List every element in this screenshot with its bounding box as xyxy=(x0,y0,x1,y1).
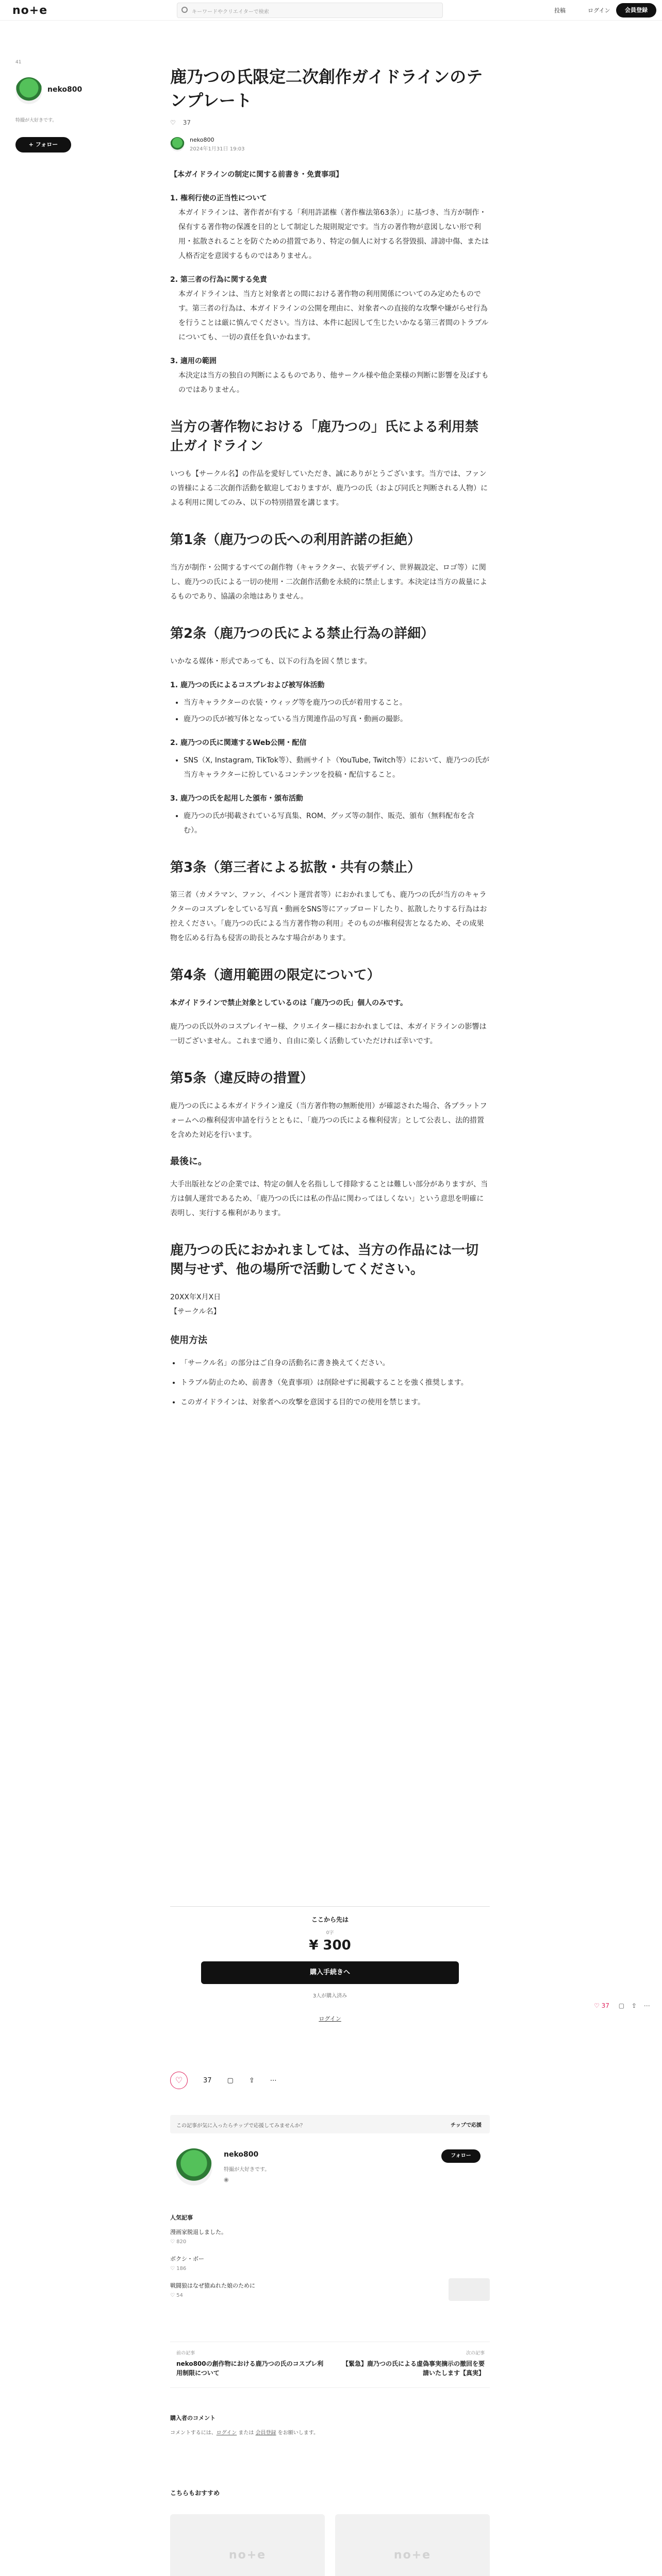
date-line: 20XX年X月X日 xyxy=(170,1293,221,1301)
list-item xyxy=(170,191,490,263)
item-title: 1. 鹿乃つの氏によるコスプレおよび被写体活動 xyxy=(170,681,325,689)
list-item xyxy=(170,791,490,838)
tip-bar xyxy=(170,2115,490,2133)
creator-follow-button[interactable]: フォロー xyxy=(441,2149,481,2163)
heart-icon: ♡ xyxy=(170,2266,177,2272)
paragraph: 第三者（カメラマン、ファン、イベント運営者等）におかれましても、鹿乃つの氏が当方のキャラクターのコスプレをしている写真・動画をSNS等にアップロードしたり、拡散したりする行為はお控えください。「鹿乃つの氏による当方著作物の利用」そのものが権利侵害となるため、その成果物を広める行為も侵害の助長とみなす場合があります。 xyxy=(170,891,487,943)
sub-list-item: • 当方キャラクターの衣装・ウィッグ等を鹿乃つの氏が着用すること。 xyxy=(184,696,490,710)
list-item xyxy=(170,678,490,726)
article-body xyxy=(170,167,490,1410)
rec-thumbnail: no+e xyxy=(170,2514,325,2576)
list-item xyxy=(170,736,490,782)
paragraph: 鹿乃つの氏による本ガイドライン違反（当方著作物の無断使用）が確認された場合、各プラットフォームへの権利侵害申請を行うとともに、「鹿乃つの氏による権利侵害」として公表し、法的措置を含めた対応を行います。 xyxy=(170,1101,487,1139)
search-input[interactable] xyxy=(177,3,443,18)
comments-login-link[interactable]: ログイン xyxy=(216,2430,237,2436)
section-heading: 第5条（違反時の措置） xyxy=(170,1070,314,1086)
intro-heading: 【本ガイドラインの制定に関する前書き・免責事項】 xyxy=(170,170,343,179)
buyer-count: 3人が購入済み xyxy=(312,1993,347,1999)
article xyxy=(170,65,490,1415)
more-icon[interactable]: ⋯ xyxy=(270,2076,277,2084)
paragraph: いかなる媒体・形式であっても、以下の行為を固く禁じます。 xyxy=(170,657,372,666)
comments-prefix: コメントするには、 xyxy=(170,2430,217,2436)
heart-icon: ♡ xyxy=(594,2002,600,2009)
heart-icon[interactable]: ♡ xyxy=(170,118,176,126)
usage-item: • このガイドラインは、対象者への攻撃を意図する目的での使用を禁じます。 xyxy=(180,1395,490,1410)
usage-item: • 「サークル名」の部分はご自身の活動名に書き換えてください。 xyxy=(180,1356,490,1370)
post-date: 2024年1月31日 19:03 xyxy=(190,146,245,152)
section-heading: 鹿乃つの氏におかれましては、当方の作品には一切関与せず、他の場所で活動してください。 xyxy=(170,1242,479,1278)
search-placeholder: キーワードやクリエイターで検索 xyxy=(192,9,269,15)
item-title: 2. 鹿乃つの氏に関連するWeb公開・配信 xyxy=(170,738,307,747)
item-title: 2. 第三者の行為に関する免責 xyxy=(170,275,267,284)
section-heading: 当方の著作物における「鹿乃つの」氏による利用禁止ガイドライン xyxy=(170,419,479,454)
next-article-link[interactable] xyxy=(340,2349,485,2378)
paragraph: 本ガイドラインで禁止対象としているのは「鹿乃つの氏」個人のみです。 xyxy=(170,998,408,1007)
author-avatar[interactable] xyxy=(170,137,185,151)
item-title: 3. 鹿乃つの氏を起用した頒布・頒布活動 xyxy=(170,794,303,803)
popular-heading: 人気記事 xyxy=(170,2214,193,2221)
action-bar xyxy=(170,2069,490,2092)
post-button[interactable]: 投稿 xyxy=(554,7,566,14)
item-title: 1. 権利行使の正当性について xyxy=(170,194,267,202)
popular-title: 漫画家脱退しました。 xyxy=(170,2229,227,2235)
comments-or: または xyxy=(237,2430,256,2436)
login-button[interactable]: ログイン xyxy=(588,7,610,14)
side-author-name[interactable]: neko800 xyxy=(47,86,82,94)
section-heading: 第1条（鹿乃つの氏への利用許諾の拒絶） xyxy=(170,532,421,548)
creator-name[interactable]: neko800 xyxy=(224,2150,259,2159)
top-header xyxy=(0,0,662,21)
list-item[interactable] xyxy=(170,2228,490,2247)
side-number: 41 xyxy=(15,60,22,65)
sub-list-item: • 鹿乃つの氏が被写体となっている当方関連作品の写真・動画の撮影。 xyxy=(184,712,490,726)
list-item[interactable] xyxy=(170,2281,490,2301)
heart-icon: ♡ xyxy=(170,2239,177,2245)
creator-bio: 特撮が大好きです。 xyxy=(224,2167,270,2173)
avatar[interactable] xyxy=(15,77,42,104)
item-text: 本決定は当方の独自の判断によるものであり、他サークル様や他企業様の判断に影響を及ぼすものではありません。 xyxy=(178,371,489,394)
more-icon[interactable]: ⋯ xyxy=(643,2002,650,2009)
like-count: 37 xyxy=(203,2076,212,2084)
sub-list-item: • 鹿乃つの氏が掲載されている写真集、ROM、グッズ等の制作、販売、頒布（無料配布を含む）。 xyxy=(184,809,490,838)
next-title: 【緊急】鹿乃つの氏による虚偽事実摘示の撤回を要請いたします【真実】 xyxy=(342,2360,485,2377)
heart-icon: ♡ xyxy=(170,2293,177,2298)
next-label: 次の記事 xyxy=(466,2351,485,2356)
popular-title: ボクシ・ボー xyxy=(170,2256,204,2262)
popular-likes: 54 xyxy=(176,2293,183,2298)
usage-item: • トラブル防止のため、前書き（免責事項）は削除せずに掲載することを強く推奨します。 xyxy=(180,1376,490,1390)
tip-button[interactable]: チップで応援 xyxy=(451,2123,482,2128)
float-like-button[interactable] xyxy=(594,2002,650,2009)
prev-title: neko800の創作物における鹿乃つの氏のコスプレ利用制限について xyxy=(176,2360,324,2377)
popular-thumbnail xyxy=(449,2278,490,2301)
popular-likes: 186 xyxy=(176,2266,187,2272)
paragraph: いつも【サークル名】の作品を愛好していただき、誠にありがとうございます。当方では、ファンの皆様による二次創作活動を歓迎しておりますが、鹿乃つの氏（および同氏と判断される人物）による利用に関してのみ、以下の特別措置を講じます。 xyxy=(170,470,488,507)
popular-title: 戦闘狼はなぜ猿ぬれた娘のために xyxy=(170,2282,255,2289)
price: ¥ 300 xyxy=(309,1938,351,1953)
article-nav xyxy=(170,2342,490,2388)
rec-card[interactable] xyxy=(335,2514,490,2576)
prev-article-link[interactable] xyxy=(176,2349,326,2378)
popular-likes: 820 xyxy=(176,2239,187,2245)
section-heading: 第4条（適用範囲の限定について） xyxy=(170,968,380,984)
recs-heading: こちらもおすすめ xyxy=(170,2489,220,2497)
side-follow-button[interactable]: + フォロー xyxy=(15,137,71,152)
creator-avatar[interactable] xyxy=(175,2148,212,2185)
usage-heading: 使用方法 xyxy=(170,1334,207,1346)
list-item xyxy=(170,273,490,345)
paywall-hint: 0字 xyxy=(326,1930,334,1936)
author-row xyxy=(170,137,490,152)
paragraph: 当方が制作・公開するすべての創作物（キャラクター、衣装デザイン、世界観設定、ロゴ等）に関し、鹿乃つの氏による一切の使用・二次創作活動を永続的に禁止します。本決定は当方の裁量によるものであり、協議の余地はありません。 xyxy=(170,563,487,601)
list-item xyxy=(170,354,490,397)
paragraph: 大手出版社などの企業では、特定の個人を名指しして排除することは難しい部分がありますが、当方は個人運営であるため、「鹿乃つの氏には私の作品に関わってほしくない」という意思を明確に表明し、実行する権利があります。 xyxy=(170,1180,488,1217)
sub-heading: 最後に。 xyxy=(170,1156,207,1167)
sub-list-item: • SNS（X, Instagram, TikTok等）、動画サイト（YouTube, Twitch等）において、鹿乃つの氏が当方キャラクターに扮しているコンテンツを投稿・配信すること。 xyxy=(184,753,490,782)
note-logo[interactable]: no+e xyxy=(12,4,48,17)
list-item[interactable] xyxy=(170,2255,490,2274)
comments-suffix: をお願いします。 xyxy=(276,2430,319,2436)
circle-line: 【サークル名】 xyxy=(170,1307,221,1316)
comment-icon[interactable]: ▢ xyxy=(227,2076,234,2084)
comments-signup-link[interactable]: 会員登録 xyxy=(255,2430,276,2436)
meta-row xyxy=(170,119,490,126)
purchase-button[interactable]: 購入手続きへ xyxy=(201,1961,459,1984)
rec-thumbnail: no+e xyxy=(335,2514,490,2576)
item-title: 3. 適用の範囲 xyxy=(170,357,217,365)
share-icon[interactable]: ⇪ xyxy=(631,2002,637,2009)
popular-articles xyxy=(170,2213,490,2308)
comments-heading: 購入者のコメント xyxy=(170,2415,216,2421)
item-text: 本ガイドラインは、著作者が有する「利用許諾権（著作権法第63条）」に基づき、当方が制作・保有する著作物の保護を目的として制定した規則規定です。当方の著作物が意図しない形で利用・拡散されることを防ぐための措置であり、特定の個人に対する名誉毀損、誹謗中傷、または人格否定を意図するものではありません。 xyxy=(178,208,489,260)
share-icon[interactable]: ⇪ xyxy=(249,2076,255,2084)
author-name[interactable]: neko800 xyxy=(190,136,214,143)
side-author-bio: 特撮が大好きです。 xyxy=(15,118,57,123)
signup-button[interactable]: 会員登録 xyxy=(616,3,656,18)
paywall xyxy=(170,1906,490,2023)
float-like-count: 37 xyxy=(601,2002,609,2009)
like-button[interactable]: ♡ xyxy=(170,2072,188,2089)
section-heading: 第3条（第三者による拡散・共有の禁止） xyxy=(170,859,421,875)
page-title: 鹿乃つの氏限定二次創作ガイドラインのテンプレート xyxy=(170,67,483,111)
comments-text xyxy=(170,2428,490,2436)
like-count: 37 xyxy=(183,118,191,126)
rec-card[interactable] xyxy=(170,2514,325,2576)
paywall-login-link[interactable]: ログイン xyxy=(319,2015,341,2022)
paragraph: 鹿乃つの氏以外のコスプレイヤー様、クリエイター様におかれましては、本ガイドラインの影響は一切ございません。これまで通り、自由に楽しく活動していただければ幸いです。 xyxy=(170,1022,487,1045)
rss-icon[interactable]: ◉ xyxy=(224,2176,229,2183)
comments-section xyxy=(170,2414,490,2436)
comment-icon[interactable]: ▢ xyxy=(618,2002,625,2009)
prev-label: 前の記事 xyxy=(176,2351,195,2356)
item-text: 本ガイドラインは、当方と対象者との間における著作物の利用関係についてのみ定めたものです。第三者の行為は、本ガイドラインの公開を理由に、対象者への直接的な攻撃や嫌がらせ行為を行うことは厳に慎んでください。当方は、本件に起因して生じたいかなる第三者間のトラブルについても、一切の責任を負いかねます。 xyxy=(178,290,489,342)
tip-text: この記事が気に入ったらチップで応援してみませんか？ xyxy=(176,2123,305,2129)
search-icon xyxy=(181,7,188,13)
paywall-label: ここから先は xyxy=(311,1916,349,1923)
section-heading: 第2条（鹿乃つの氏による禁止行為の詳細） xyxy=(170,625,435,641)
